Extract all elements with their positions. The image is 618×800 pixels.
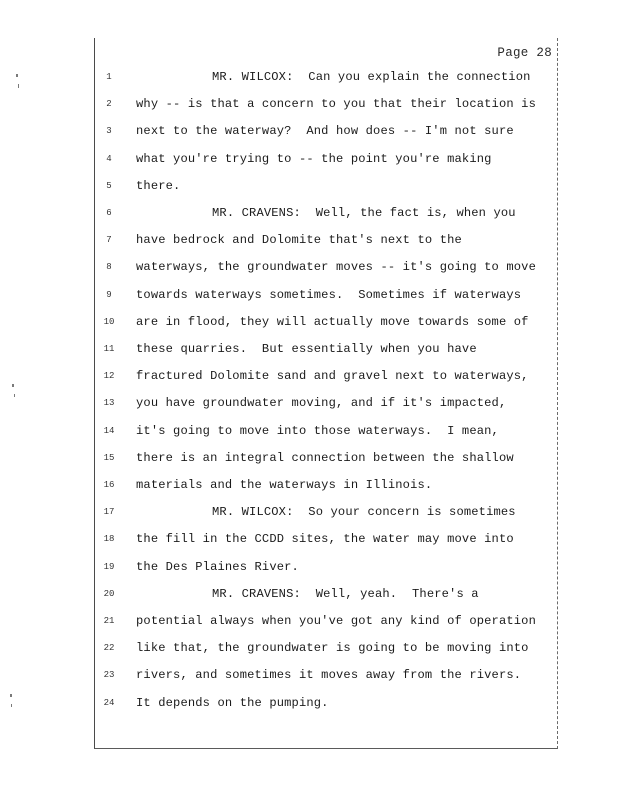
line-number: 14 — [103, 425, 115, 436]
line-number: 18 — [103, 534, 115, 545]
transcript-line: towards waterways sometimes. Sometimes if waterways — [136, 287, 522, 302]
transcript-line: there. — [136, 178, 181, 193]
transcript-line: MR. WILCOX: So your concern is sometimes — [212, 505, 516, 520]
scan-speck — [10, 694, 12, 697]
scan-speck — [14, 394, 15, 397]
line-number: 6 — [106, 208, 112, 218]
transcript-line: materials and the waterways in Illinois. — [136, 478, 433, 492]
transcript-line: waterways, the groundwater moves -- it's going to move — [136, 260, 537, 275]
transcript-line: MR. CRAVENS: Well, yeah. There's a — [212, 586, 479, 601]
transcript-line: MR. CRAVENS: Well, the fact is, when you — [212, 206, 516, 220]
transcript-line: MR. WILCOX: Can you explain the connection — [212, 70, 531, 84]
transcript-line: fractured Dolomite sand and gravel next to waterways, — [136, 369, 529, 384]
transcript-line: why -- is that a concern to you that their location is — [136, 97, 537, 112]
line-number: 19 — [103, 561, 115, 572]
line-number: 21 — [103, 616, 115, 626]
line-number: 15 — [103, 452, 115, 463]
line-number: 16 — [103, 480, 115, 490]
line-number: 9 — [106, 289, 112, 300]
transcript-line: the fill in the CCDD sites, the water may move into — [136, 532, 514, 547]
line-number: 2 — [106, 99, 112, 110]
transcript-line: It depends on the pumping. — [136, 695, 329, 710]
line-number: 3 — [106, 126, 112, 137]
line-number: 20 — [103, 588, 115, 599]
line-number: 1 — [106, 72, 112, 82]
page-number: Page 28 — [497, 46, 552, 60]
transcript-line: what you're trying to -- the point you're making — [136, 151, 492, 166]
line-number: 24 — [103, 697, 115, 708]
transcript-line: have bedrock and Dolomite that's next to the — [136, 233, 462, 248]
transcript-line: next to the waterway? And how does -- I'm not sure — [136, 124, 514, 139]
transcript-line: like that, the groundwater is going to be moving into — [136, 641, 529, 656]
line-number: 4 — [106, 153, 112, 164]
transcript-line: rivers, and sometimes it moves away from the rivers. — [136, 668, 522, 683]
line-number: 12 — [103, 371, 115, 382]
line-number: 7 — [106, 235, 112, 246]
line-number: 5 — [106, 180, 112, 191]
line-number: 10 — [103, 316, 115, 327]
scan-speck — [11, 704, 12, 707]
line-number: 17 — [103, 507, 115, 518]
scan-speck — [16, 74, 18, 77]
transcript-line: potential always when you've got any kind of operation — [136, 614, 537, 628]
scan-speck — [12, 384, 14, 387]
transcript-line: it's going to move into those waterways. I mean, — [136, 423, 499, 438]
transcript-line: there is an integral connection between the shallow — [136, 450, 514, 465]
transcript-line: the Des Plaines River. — [136, 559, 299, 574]
transcript-line: are in flood, they will actually move towards some of — [136, 314, 529, 329]
line-number: 11 — [103, 344, 115, 354]
line-number: 8 — [106, 262, 112, 273]
line-number: 22 — [103, 643, 115, 654]
transcript-line: you have groundwater moving, and if it's impacted, — [136, 396, 507, 411]
line-number: 13 — [103, 398, 115, 409]
scan-speck — [18, 84, 19, 88]
line-number: 23 — [103, 670, 115, 681]
transcript-line: these quarries. But essentially when you have — [136, 342, 477, 356]
